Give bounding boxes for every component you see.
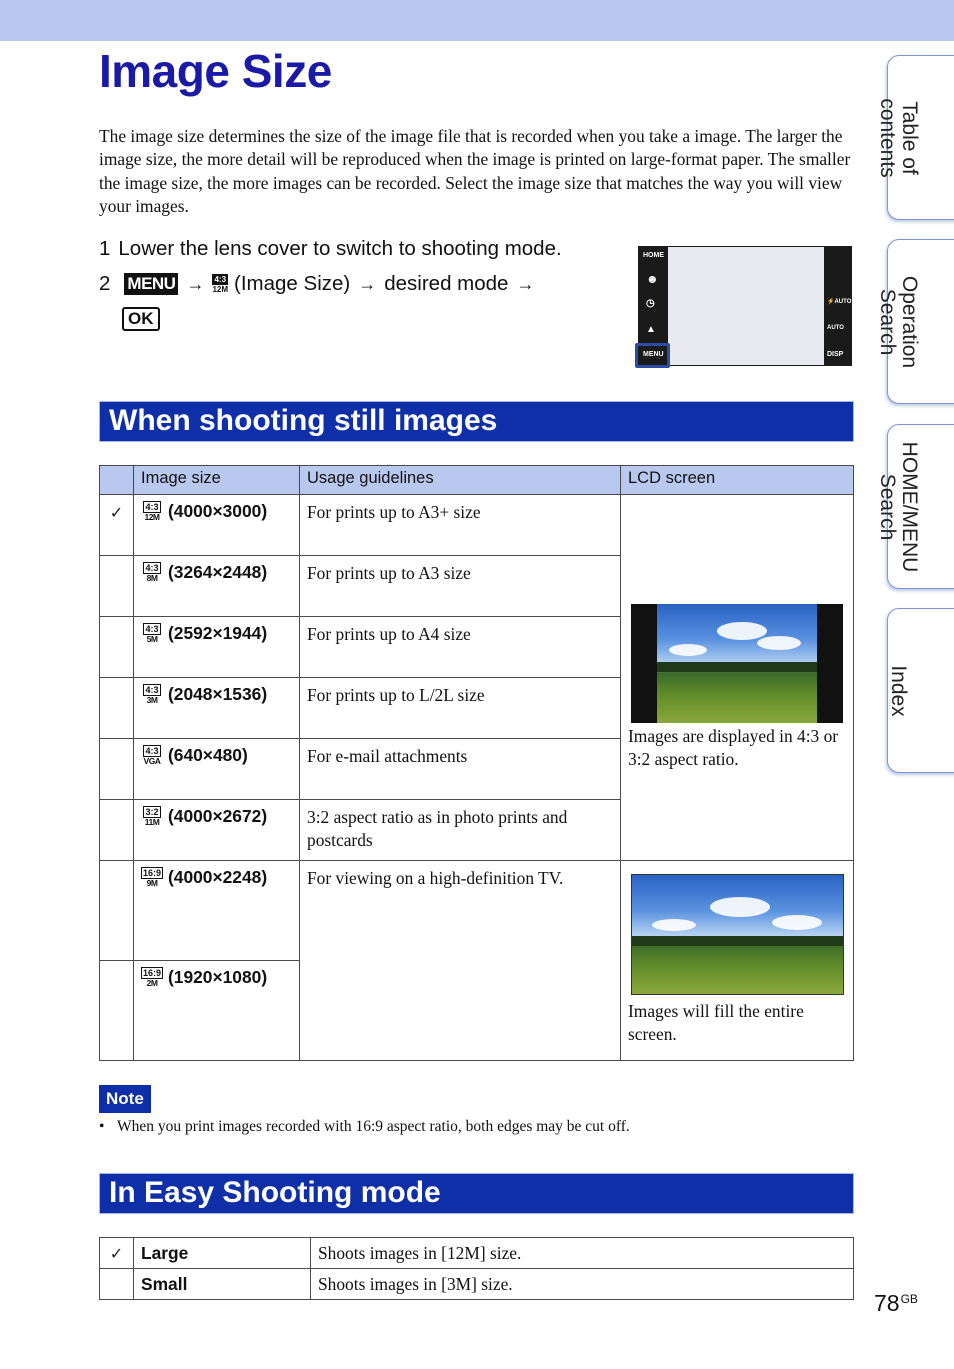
size-icon: 3:2 11M — [144, 807, 160, 827]
still-image-size-table — [99, 465, 854, 1061]
size-icon: 4:3 8M — [145, 563, 159, 583]
photo-content — [657, 604, 817, 723]
column-header: LCD screen — [621, 466, 854, 495]
arrow-icon: → — [516, 273, 535, 294]
ok-key-icon: OK — [122, 307, 160, 331]
usage-cell: For prints up to L/2L size — [300, 678, 621, 739]
scene-icon: ▲ — [646, 324, 656, 335]
description-cell: Shoots images in [12M] size. — [311, 1238, 854, 1269]
table-row — [100, 495, 854, 556]
camera-lcd-illustration — [638, 246, 852, 366]
tab-operation-search[interactable]: Operation Search — [887, 239, 954, 404]
size-cell: 4:3 5M (2592×1944) — [134, 617, 300, 678]
size-cell: 3:2 11M (4000×2672) — [134, 800, 300, 861]
table-row — [100, 861, 854, 961]
size-icon: 4:3 12M — [144, 502, 160, 522]
table-row — [100, 1238, 854, 1269]
flash-icon: ⚡AUTO — [827, 299, 852, 305]
size-icon: 4:3 3M — [145, 685, 159, 705]
note-text: • When you print images recorded with 16:9 aspect ratio, both edges may be cut off. — [99, 1118, 630, 1135]
note-label: Note — [99, 1085, 151, 1113]
size-cell: 4:3 VGA (640×480) — [134, 739, 300, 800]
usage-cell: For prints up to A3+ size — [300, 495, 621, 556]
step-1 — [99, 237, 562, 261]
image-size-label: (Image Size) — [234, 272, 351, 295]
step-number: 2 — [99, 272, 111, 295]
section-heading-still: When shooting still images — [99, 401, 854, 442]
step-number: 1 — [99, 237, 111, 260]
step-2 — [99, 272, 536, 296]
size-cell: 4:3 3M (2048×1536) — [134, 678, 300, 739]
menu-key-icon: MENU — [124, 273, 178, 295]
lcd-169-cell — [621, 861, 854, 1061]
usage-cell: For prints up to A4 size — [300, 617, 621, 678]
size-cell: 4:3 12M (4000×3000) — [134, 495, 300, 556]
easy-mode-table — [99, 1237, 854, 1300]
check-column-header — [100, 466, 134, 495]
tab-home-menu-search[interactable]: HOME/MENU Search — [887, 424, 954, 589]
size-icon: 16:9 2M — [143, 968, 162, 988]
size-icon: 4:3 VGA — [143, 746, 161, 766]
size-icon: 4:3 5M — [145, 624, 159, 644]
smile-icon: ☻ — [646, 272, 659, 286]
arrow-icon: → — [186, 273, 205, 294]
table-row — [100, 1269, 854, 1300]
tab-index[interactable]: Index — [887, 608, 954, 773]
lcd-43-cell — [621, 495, 854, 861]
size-cell: 16:9 9M (4000×2248) — [134, 861, 300, 961]
usage-cell: 3:2 aspect ratio as in photo prints and postcards — [300, 800, 621, 861]
description-cell: Shoots images in [3M] size. — [311, 1269, 854, 1300]
disp-button-icon: DISP — [827, 351, 844, 358]
lcd-screen — [668, 247, 824, 365]
step-text: Lower the lens cover to switch to shooting mode. — [118, 237, 562, 260]
column-header: Image size — [134, 466, 300, 495]
home-button-icon: HOME — [643, 252, 664, 259]
lcd-43-caption: Images are displayed in 4:3 or 3:2 aspect ratio. — [628, 726, 839, 770]
mode-cell: Small — [134, 1269, 311, 1300]
bullet-glyph: • — [99, 1118, 105, 1135]
usage-cell: For prints up to A3 size — [300, 556, 621, 617]
image-size-icon: 4:3 12M — [212, 275, 229, 294]
section-heading-easy: In Easy Shooting mode — [99, 1173, 854, 1214]
macro-icon: AUTO — [827, 325, 844, 331]
size-cell: 16:9 2M (1920×1080) — [134, 961, 300, 1061]
size-cell: 4:3 8M (3264×2448) — [134, 556, 300, 617]
tab-table-of-contents[interactable]: Table of contents — [887, 55, 954, 220]
default-check-icon: ✓ — [100, 1238, 134, 1269]
table-header-row — [100, 466, 854, 495]
mode-cell: Large — [134, 1238, 311, 1269]
landscape-43-image — [631, 604, 843, 723]
default-check-icon: ✓ — [100, 495, 134, 556]
top-band — [0, 0, 954, 41]
menu-button-icon: MENU — [643, 351, 664, 358]
usage-cell: For e-mail attachments — [300, 739, 621, 800]
self-timer-icon: ◷ — [646, 298, 655, 309]
arrow-icon: → — [358, 273, 377, 294]
desired-mode-text: desired mode — [384, 272, 509, 295]
lcd-169-caption: Images will fill the entire screen. — [628, 1001, 804, 1045]
size-icon: 16:9 9M — [143, 868, 162, 888]
column-header: Usage guidelines — [300, 466, 621, 495]
intro-paragraph: The image size determines the size of the image file that is recorded when you take a image. The larger the image size, the more detail will be reproduced when the image is printed on large-format paper. The smaller the image size, the more images can be recorded. Select the image size that matches the way you will view your images. — [99, 126, 851, 217]
menu-highlight-frame — [635, 343, 670, 368]
usage-cell: For viewing on a high-definition TV. — [300, 861, 621, 1061]
landscape-169-image — [631, 874, 844, 995]
page-number: $78^{GB}$ — [874, 1290, 918, 1316]
page-title: Image Size — [99, 45, 332, 97]
